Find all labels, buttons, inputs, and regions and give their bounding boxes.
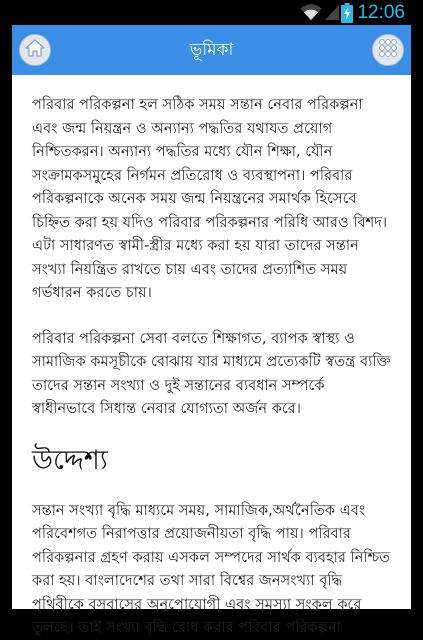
home-button[interactable] [19,34,51,66]
page-title: ভূমিকা [189,40,234,60]
section-heading: উদ্দেশ্য [32,444,108,476]
wifi-icon [300,4,322,25]
objective-paragraph: সন্তান সংখ্যা বৃদ্ধি মাধ্যমে সময়, সামাজিক,অর্থনৈতিক এবং পরিবেশগত নিরাপত্তার প্রয়োজনীয়তা বৃদ্ধি পায়। পরিবার পরিকল্পনার গ্রহণ করায় এসকল সম্পদের সার্থক ব্যবহার নিশ্চিত করা হয়। বাংলাদেশের তথা সারা বিশ্বের জনসংখ্যা বৃদ্ধি পৃথিবীকে বসবাসের অনুপোযোগী এবং সমস্যা সংকুল করে তুলছে। তাই সংখ্যা বৃদ্ধি রোধ করার পরিবার পরিকল্পনা [32,501,391,636]
grid-menu-icon [378,38,398,62]
clock: 12:06 [357,2,405,23]
battery-charging-icon [341,3,353,27]
intro-paragraph-2: পরিবার পরিকল্পনা সেবা বলতে শিক্ষাগত, ব্যাপক স্বাস্থ্য ও সামাজিক কমসূচীকে বোঝায় যার মাধ্যমে প্রত্যেকটি স্বতন্ত্র ব্যক্তি তাদের সন্তান সংখ্যা ও দুই সন্তানের ব্যবধান সম্পর্কে স্বাধীনভাবে সিধান্ত নেবার যোগ্যতা অর্জন করে। [32,329,391,417]
article-body[interactable] [12,75,411,636]
signal-icon [324,4,340,25]
intro-paragraph-1: পরিবার পরিকল্পনা হল সঠিক সময় সন্তান নেবার পরিকল্পনা এবং জন্ম নিয়ন্ত্রন ও অন্যান্য পদ্ধতির যথাযত প্রয়োগ নিশ্চিতকরন। অন্যান্য পদ্ধতির মধ্যে যৌন শিক্ষা, যৌন সংক্রামকসমুহের নির্গমন প্রতিরোধ ও ব্যবস্থাপনা। পরিবার পরিকল্পনাকে অনেক সময় জন্ম নিয়ন্ত্রনের সমার্থক হিসেবে চিহ্নিত করা হয় যদিও পরিবার পরিকল্পনার পরিধি আরও বিশদ। এটা সাধারণত স্বামী-স্ত্রীর মধ্যে করা হয় যারা তাদের সন্তান সংখ্যা নিয়ন্ত্রিত রাখতে চায় এবং তাদের প্রত্যাশিত সময় গর্ভধারন করতে চায়। [32,96,388,301]
home-icon [24,37,46,63]
grid-menu-button[interactable] [372,34,404,66]
app-window [12,25,411,636]
status-bar [0,0,423,25]
action-bar [12,25,411,75]
